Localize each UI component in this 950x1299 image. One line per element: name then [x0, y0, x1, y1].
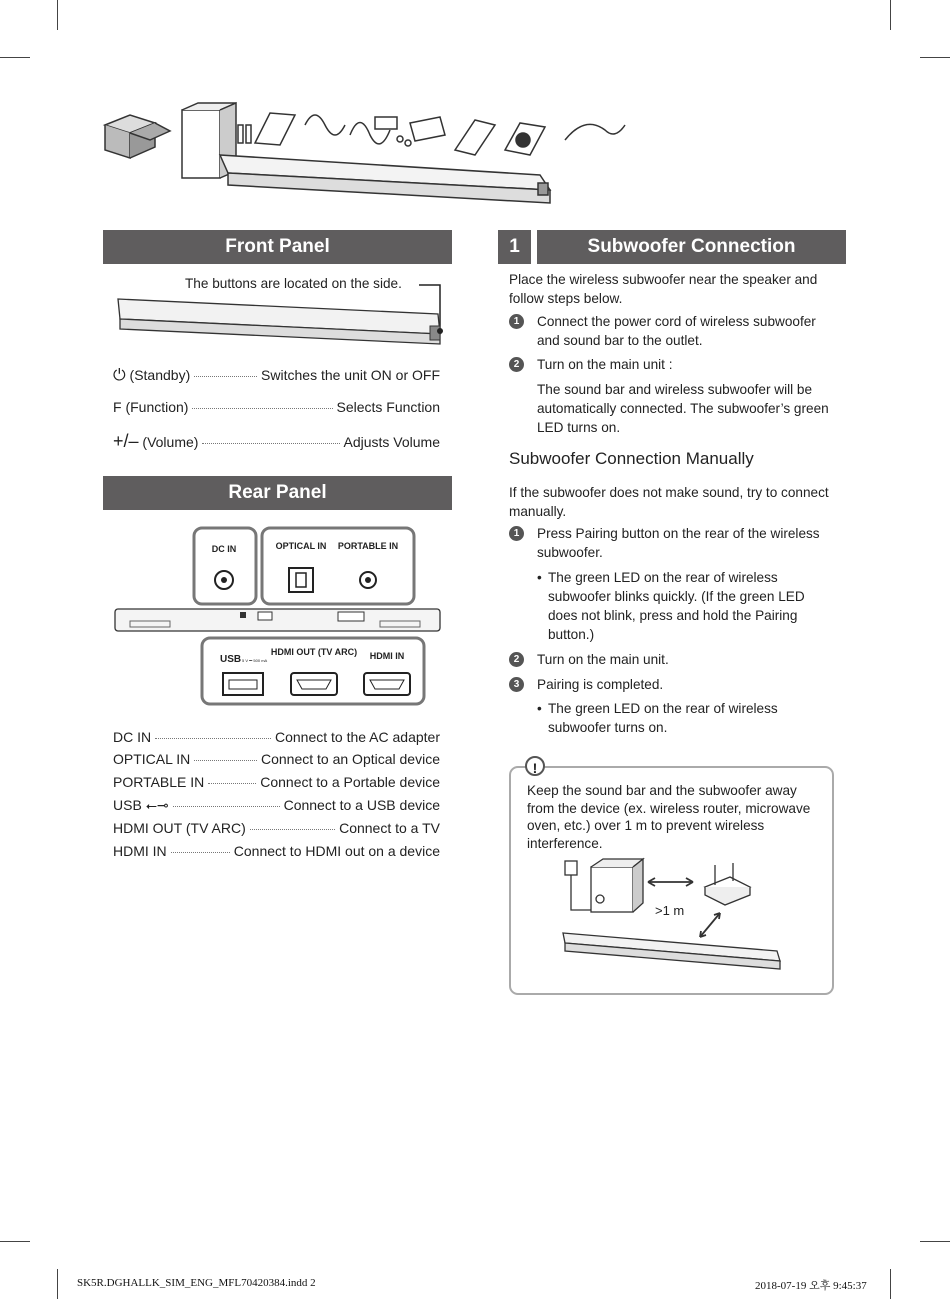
manual-intro: If the subwoofer does not make sound, try to connect manually. [509, 485, 829, 519]
bullet-dot: • [537, 570, 542, 585]
dc-in-port-label: DC IN [211, 544, 237, 554]
footer-timestamp: 2018-07-19 오후 9:45:37 [755, 1280, 867, 1292]
subwoofer-connection-header: Subwoofer Connection [537, 230, 846, 264]
crop-mark [920, 1241, 950, 1242]
crop-mark [0, 1241, 30, 1242]
rear-row-dc-in: DC IN Connect to the AC adapter [113, 729, 440, 745]
front-row-standby: ⏻ (Standby) Switches the unit ON or OFF [113, 367, 440, 384]
crop-mark [57, 1269, 58, 1299]
power-icon: ⏻ [113, 367, 126, 384]
hdmi-out-port-label: HDMI OUT (TV ARC) [270, 647, 358, 657]
rear-row-portable-in: PORTABLE IN Connect to a Portable device [113, 774, 440, 790]
portable-in-port-label: PORTABLE IN [337, 541, 399, 551]
usb-symbol-icon: ⭠⊸ [145, 797, 169, 813]
crop-mark [57, 0, 58, 30]
front-panel-soundbar-illustration [110, 282, 455, 352]
caution-text: Keep the sound bar and the subwoofer away from the device (ex. wireless router, microwave oven, etc.) over 1 m to prevent wireless interference. [527, 783, 811, 851]
caution-icon: ! [525, 756, 545, 776]
manual-connection-title: Subwoofer Connection Manually [509, 449, 754, 468]
step-1-marker: 1 [509, 314, 524, 329]
crop-mark [920, 57, 950, 58]
optical-in-port-label: OPTICAL IN [275, 541, 327, 551]
volume-plus-minus-icon: +/– [113, 431, 139, 451]
rear-row-hdmi-in: HDMI IN Connect to HDMI out on a device [113, 843, 440, 859]
subwoofer-icon [591, 867, 633, 912]
manual-step-2-marker: 2 [509, 652, 524, 667]
manual-step-1-text: Press Pairing button on the rear of the wireless subwoofer. [537, 526, 820, 560]
manual-step-3-bullet: The green LED on the rear of wireless subwoofer turns on. [548, 701, 778, 735]
distance-label: >1 m [655, 903, 685, 918]
step-2-detail: The sound bar and wireless subwoofer will be automatically connected. The subwoofer’s green LED turns on. [537, 382, 829, 435]
box-contents-illustration [100, 95, 630, 215]
usb-rating-label: 5 V ⎓ 500 mA [242, 658, 268, 663]
rear-panel-illustration [110, 525, 455, 710]
manual-step-2-text: Turn on the main unit. [537, 652, 669, 667]
step-2-marker: 2 [509, 357, 524, 372]
subwoofer-intro: Place the wireless subwoofer near the speaker and follow steps below. [509, 272, 818, 306]
front-panel-header: Front Panel [103, 230, 452, 264]
hdmi-out-jack-icon [291, 673, 337, 695]
crop-mark [890, 1269, 891, 1299]
hdmi-in-port-label: HDMI IN [369, 651, 405, 661]
front-panel-note: The buttons are located on the side. [185, 276, 402, 291]
step-2-text: Turn on the main unit : [537, 357, 673, 372]
crop-mark [0, 57, 30, 58]
rear-row-usb: USB ⭠⊸ Connect to a USB device [113, 797, 440, 813]
manual-step-1-bullet: The green LED on the rear of wireless subwoofer blinks quickly. (If the green LED does not blink, press and hold the Pairing button.) [548, 570, 805, 642]
footer-file-name: SK5R.DGHALLK_SIM_ENG_MFL70420384.indd 2 [77, 1277, 316, 1289]
rear-panel-header: Rear Panel [103, 476, 452, 510]
manual-step-3-text: Pairing is completed. [537, 677, 664, 692]
rear-row-optical-in: OPTICAL IN Connect to an Optical device [113, 751, 440, 767]
bullet-dot: • [537, 701, 542, 716]
optical-jack-icon [289, 568, 313, 592]
manual-step-1-marker: 1 [509, 526, 524, 541]
usb-port-label: USB [220, 654, 242, 665]
manual-step-3-marker: 3 [509, 677, 524, 692]
front-row-volume: +/– (Volume) Adjusts Volume [113, 431, 440, 451]
hdmi-in-jack-icon [364, 673, 410, 695]
distance-illustration [555, 855, 790, 975]
front-row-function: F (Function) Selects Function [113, 399, 440, 415]
rear-row-hdmi-out: HDMI OUT (TV ARC) Connect to a TV [113, 820, 440, 836]
step-number-badge: 1 [498, 230, 531, 264]
step-1-text: Connect the power cord of wireless subwoofer and sound bar to the outlet. [537, 314, 816, 348]
crop-mark [890, 0, 891, 30]
